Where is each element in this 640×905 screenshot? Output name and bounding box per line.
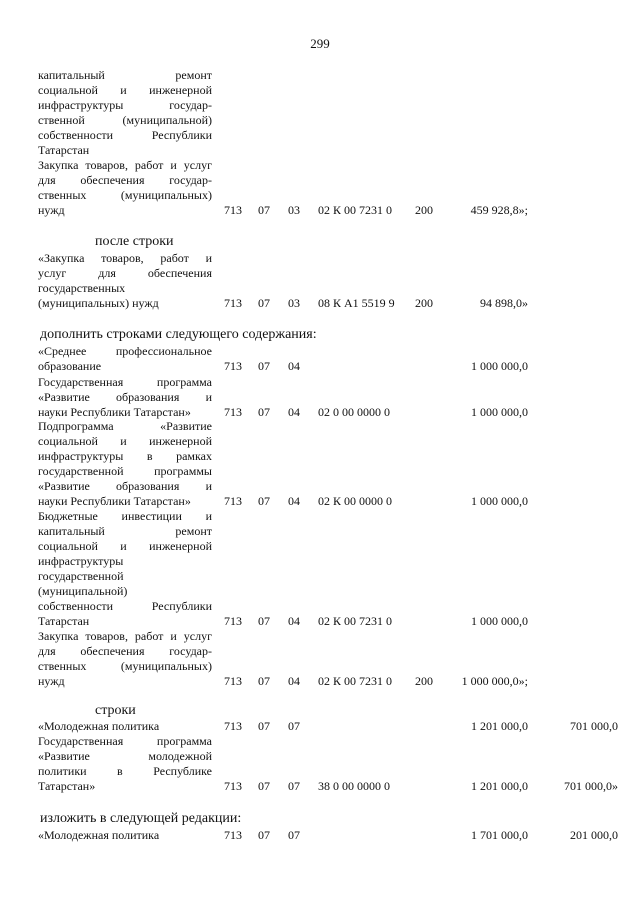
cell-pr: 07 <box>288 779 300 793</box>
cell-csr: 02 0 00 0000 0 <box>318 405 390 419</box>
cell-csr: 02 К 00 0000 0 <box>318 494 393 508</box>
cell-vr: 200 <box>415 296 433 310</box>
row-description: Государственная программа «Развитие образования и науки Республики Татарстан» <box>38 375 212 419</box>
cell-ved: 713 <box>224 203 242 217</box>
row-description: капитальный ремонт социальной и инженерной инфраструктуры государ- ственной (муниципальной) собственности Республики Татарстан <box>38 68 212 157</box>
heading-rows: строки <box>95 703 136 718</box>
cell-rz: 07 <box>258 779 270 793</box>
cell-sum-1: 1 000 000,0»; <box>461 674 528 688</box>
cell-ved: 713 <box>224 719 242 733</box>
row-description: «Молодежная политика <box>38 828 160 842</box>
cell-sum-2: 201 000,0 <box>570 828 618 842</box>
cell-pr: 04 <box>288 674 300 688</box>
row-description: Закупка товаров, работ и услуг для обеспечения государ- ственных (муниципальных) нужд <box>38 158 212 217</box>
cell-rz: 07 <box>258 719 270 733</box>
cell-ved: 713 <box>224 494 242 508</box>
cell-csr: 38 0 00 0000 0 <box>318 779 390 793</box>
cell-rz: 07 <box>258 405 270 419</box>
cell-ved: 713 <box>224 779 242 793</box>
cell-pr: 07 <box>288 828 300 842</box>
row-description: «Молодежная политика <box>38 719 160 733</box>
cell-vr: 200 <box>415 203 433 217</box>
cell-rz: 07 <box>258 674 270 688</box>
cell-rz: 07 <box>258 359 270 373</box>
cell-pr: 03 <box>288 203 300 217</box>
cell-pr: 03 <box>288 296 300 310</box>
cell-ved: 713 <box>224 614 242 628</box>
cell-csr: 02 К 00 7231 0 <box>318 674 393 688</box>
cell-ved: 713 <box>224 359 242 373</box>
cell-sum-1: 1 000 000,0 <box>471 359 528 373</box>
row-description: Государственная программа «Развитие молодежной политики в Республике Татарстан» <box>38 734 212 793</box>
cell-sum-2: 701 000,0» <box>564 779 618 793</box>
cell-sum-1: 1 000 000,0 <box>471 405 528 419</box>
heading-after-row: после строки <box>95 234 174 249</box>
cell-vr: 200 <box>415 674 433 688</box>
cell-pr: 04 <box>288 405 300 419</box>
cell-sum-1: 459 928,8»; <box>470 203 528 217</box>
row-description: «Среднее профессиональное образование <box>38 344 212 373</box>
cell-sum-1: 1 000 000,0 <box>471 494 528 508</box>
cell-csr: 08 К А1 5519 9 <box>318 296 395 310</box>
cell-ved: 713 <box>224 405 242 419</box>
heading-new-edition: изложить в следующей редакции: <box>40 811 242 826</box>
heading-add-rows: дополнить строками следующего содержания: <box>40 327 317 342</box>
cell-csr: 02 К 00 7231 0 <box>318 614 393 628</box>
cell-rz: 07 <box>258 296 270 310</box>
cell-rz: 07 <box>258 828 270 842</box>
cell-ved: 713 <box>224 296 242 310</box>
cell-csr: 02 К 00 7231 0 <box>318 203 393 217</box>
cell-ved: 713 <box>224 674 242 688</box>
row-description: Бюджетные инвестиции и капитальный ремонт социальной и инженерной инфраструктуры государственной (муниципальной) собственности Республики Татарстан <box>38 509 212 628</box>
cell-pr: 04 <box>288 614 300 628</box>
row-description: «Закупка товаров, работ и услуг для обеспечения государственных (муниципальных) нужд <box>38 251 212 310</box>
cell-ved: 713 <box>224 828 242 842</box>
cell-rz: 07 <box>258 203 270 217</box>
cell-sum-1: 1 201 000,0 <box>471 779 528 793</box>
row-description: Закупка товаров, работ и услуг для обеспечения государ- ственных (муниципальных) нужд <box>38 629 212 688</box>
cell-sum-2: 701 000,0 <box>570 719 618 733</box>
cell-sum-1: 94 898,0» <box>480 296 528 310</box>
cell-sum-1: 1 701 000,0 <box>471 828 528 842</box>
cell-rz: 07 <box>258 614 270 628</box>
cell-rz: 07 <box>258 494 270 508</box>
cell-sum-1: 1 201 000,0 <box>471 719 528 733</box>
cell-pr: 07 <box>288 719 300 733</box>
row-description: Подпрограмма «Развитие социальной и инженерной инфраструктуры в рамках государственной программы «Развитие образования и науки Республики Татарстан» <box>38 419 212 508</box>
cell-pr: 04 <box>288 359 300 373</box>
cell-pr: 04 <box>288 494 300 508</box>
page-number: 299 <box>310 36 330 51</box>
cell-sum-1: 1 000 000,0 <box>471 614 528 628</box>
